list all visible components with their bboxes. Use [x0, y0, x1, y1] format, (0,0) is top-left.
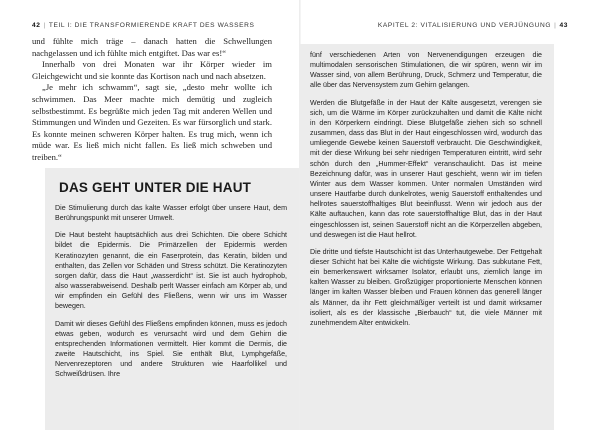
- left-body-text: [32, 36, 272, 164]
- info-box-continued-paragraph-2: Werden die Blutgefäße in der Haut der Kälte ausgesetzt, verengen sie sich, um die Wärme im Körper zurückzuhalten und damit die Kälte nicht in den Körperkern eindringt. Diese Blutgefäße ziehen sich so schnell zusammen, dass das Blut in der Haut eingeschlossen wird, wodurch das umliegende Gewebe keinen Sauerstoff verbraucht. Die Geschwindigkeit, mit der diese Wirkung bei sehr niedrigen Temperaturen eintritt, wird sehr schön durch den „Hummer-Effekt“ veranschaulicht. Das ist meine Bezeichnung dafür, was in unserer Haut geschieht, wenn wir im tiefen Winter aus dem Wasser kommen. Unter normalen Umständen wird unsere Hautfarbe durch dunkelrotes, wenig Sauerstoff enthaltendes und hellrotes sauerstoffhaltiges Blut beeinflusst. Wenn wir jedoch aus der Kälte auftauchen, kann das rote sauerstoffhaltige Blut, das in der Haut eingeschlossen ist, seinen Sauerstoff nicht an die Körperzellen abgeben, und deswegen ist die Haut hellrot.: [310, 98, 542, 239]
- left-section-title: TEIL I: DIE TRANSFORMIERENDE KRAFT DES WASSERS: [48, 22, 255, 29]
- info-box-paragraph-2: Die Haut besteht hauptsächlich aus drei Schichten. Die obere Schicht bildet die Epidermis. Die Primärzellen der Epidermis werden Keratinozyten genannt, die ein Faserprotein, das Keratin, bilden und enthalten, das Zellen vor Schäden und Stress schützt. Die Keratinozyten sorgen dafür, dass die Haut „wasserdicht“ ist. Sie ist auch hydrophob, also wasserabweisend. Deshalb perlt Wasser einfach am Körper ab, und wir empfinden ein Gefühl des Fließens, wenn wir uns im Wasser bewegen.: [55, 231, 287, 311]
- body-paragraph-2: Innerhalb von drei Monaten war ihr Körper wieder im Gleichgewicht und sie konnte das Kortison nach und nach absetzen.: [32, 59, 272, 81]
- right-section-title: KAPITEL 2: VITALISIERUNG UND VERJÜNGUNG: [377, 22, 552, 29]
- left-page-number: 42: [32, 22, 41, 29]
- body-paragraph-3: „Je mehr ich schwamm“, sagt sie, „desto mehr wollte ich schwimmen. Das Meer machte mich demütig und zugleich selbstbestimmt. Es begrüßte mich jeden Tag mit anderen Wellen und Stimmungen und Winden und Gezeiten. Es war fürsorglich und stark. Es konnte meinen schweren Körper halten. Es trug mich, wenn ich müde war. Es ließ mich nicht fallen. Es ließ mich schweben und treiben.“: [32, 82, 272, 162]
- info-box-title: DAS GEHT UNTER DIE HAUT: [59, 180, 252, 195]
- info-box-right: [300, 44, 554, 430]
- running-head-separator: |: [43, 22, 46, 29]
- right-running-head: [378, 22, 568, 29]
- info-box-continued-paragraph-3: Die dritte und tiefste Hautschicht ist das Unterhautgewebe. Der Fettgehalt dieser Schicht hat bei Kälte die wichtigste Wirkung. Das subkutane Fett, ein bemerkenswert wirksamer Isolator, erlaubt uns, ziemlich lange im kalten Wasser zu bleiben. Großzügiger proportionierte Menschen können länger im kalten Wasser bleiben und Frauen können das generell länger als Männer, da ihr Fett gleichmäßiger verteilt ist und damit wirksamer isoliert, als es der klassische „Bierbauch“ tut, die viele Männer mit zunehmendem Alter entwickeln.: [310, 247, 542, 327]
- info-box-paragraph-1: Die Stimulierung durch das kalte Wasser erfolgt über unsere Haut, dem Berührungspunkt mit unserer Umwelt.: [55, 204, 287, 223]
- info-box-left: [45, 168, 299, 430]
- body-paragraph-1: und fühlte mich träge – danach hatten die Schwellungen nachgelassen und ich fühlte mich entgiftet. Das war es!“: [32, 36, 272, 58]
- running-head-separator: |: [554, 22, 557, 29]
- info-box-paragraph-3: Damit wir dieses Gefühl des Fließens empfinden können, muss es jedoch etwas geben, wodurch es verursacht wird und dem Gehirn die entsprechenden Informationen vermittelt. Hier kommt die Dermis, die zweite Hautschicht, ins Spiel. Sie enthält Blut, Lymphgefäße, Nervenrezeptoren und andere Strukturen wie Haarfollikel und Schweißdrüsen. Ihre: [55, 319, 287, 379]
- left-running-head: [32, 22, 255, 29]
- right-page-number: 43: [559, 22, 568, 29]
- info-box-continued-paragraph-1: fünf verschiedenen Arten von Nervenendigungen erzeugen die multimodalen sensorischen Stimulationen, die wir spüren, wenn wir im Wasser sind, von allem Berührung, Druck, Schmerz und Temperatur, die alle über das Nervensystem zum Gehirn gelangen.: [310, 51, 542, 90]
